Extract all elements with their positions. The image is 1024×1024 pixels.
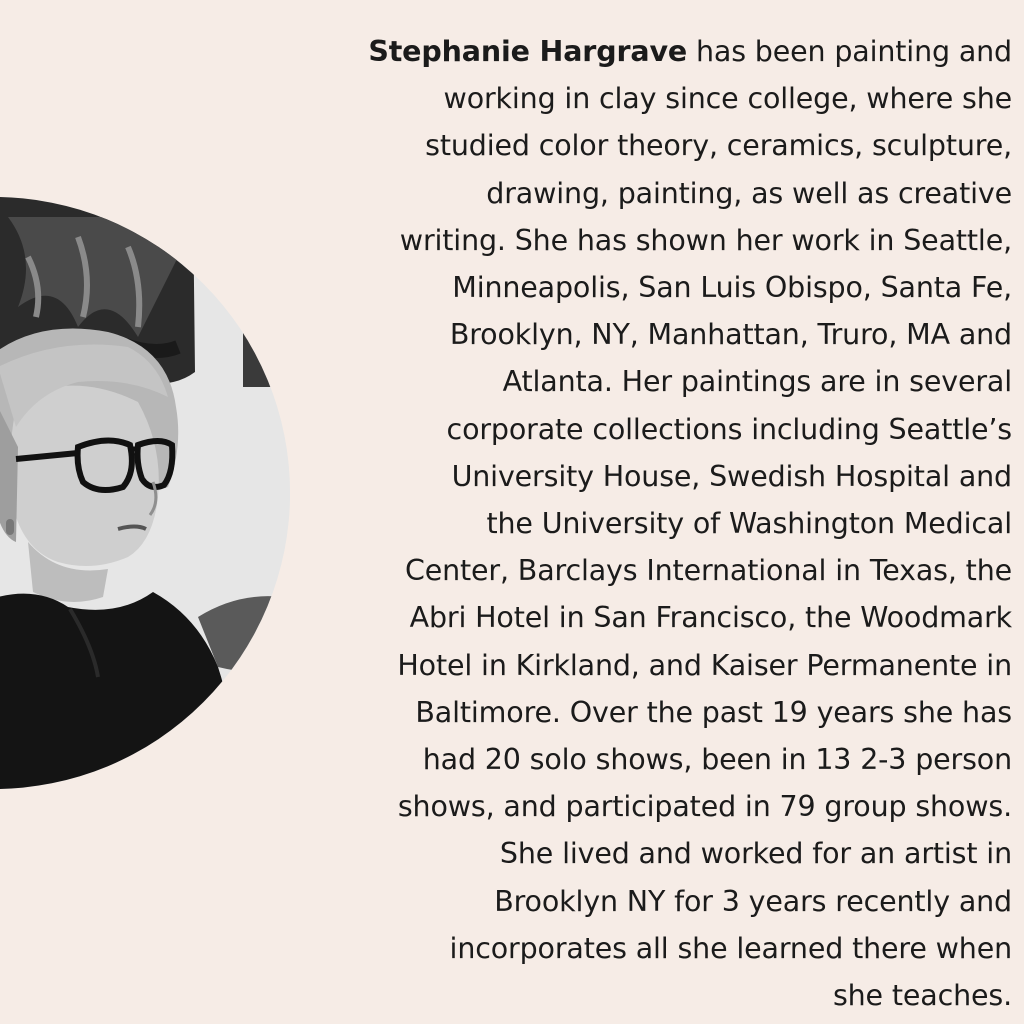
bio-line: the University of Washington Medical <box>486 507 1012 541</box>
bio-line <box>292 28 1012 75</box>
artist-bio <box>292 28 1012 1019</box>
bio-line: studied color theory, ceramics, sculpture, <box>425 129 1012 163</box>
bio-line: Minneapolis, San Luis Obispo, Santa Fe, <box>452 271 1012 305</box>
artist-portrait-photo <box>0 197 290 789</box>
bio-line: working in clay since college, where she <box>443 82 1012 116</box>
bio-line: Abri Hotel in San Francisco, the Woodmark <box>409 601 1012 635</box>
bio-line: Brooklyn, NY, Manhattan, Truro, MA and <box>449 318 1012 352</box>
bio-line: Brooklyn NY for 3 years recently and <box>494 884 1012 918</box>
bio-line: writing. She has shown her work in Seattle, <box>399 223 1012 257</box>
bio-line: drawing, painting, as well as creative <box>486 176 1012 210</box>
bio-line: Hotel in Kirkland, and Kaiser Permanente in <box>397 648 1012 682</box>
bio-line: incorporates all she learned there when <box>449 931 1012 965</box>
artist-name: Stephanie Hargrave <box>368 35 688 68</box>
bio-line: had 20 solo shows, been in 13 2-3 person <box>422 743 1012 777</box>
bio-line: University House, Swedish Hospital and <box>451 459 1012 493</box>
bio-line: Center, Barclays International in Texas, the <box>404 554 1012 588</box>
bio-line: Atlanta. Her paintings are in several <box>502 365 1012 399</box>
bio-line: She lived and worked for an artist in <box>499 837 1012 871</box>
bio-line: Baltimore. Over the past 19 years she has <box>415 695 1012 729</box>
bio-line: shows, and participated in 79 group shows. <box>397 790 1012 824</box>
bio-line: corporate collections including Seattle’s <box>446 412 1012 446</box>
bio-line: she teaches. <box>832 979 1012 1013</box>
bio-line-text: has been painting and <box>687 35 1012 68</box>
portrait-image <box>0 197 290 789</box>
